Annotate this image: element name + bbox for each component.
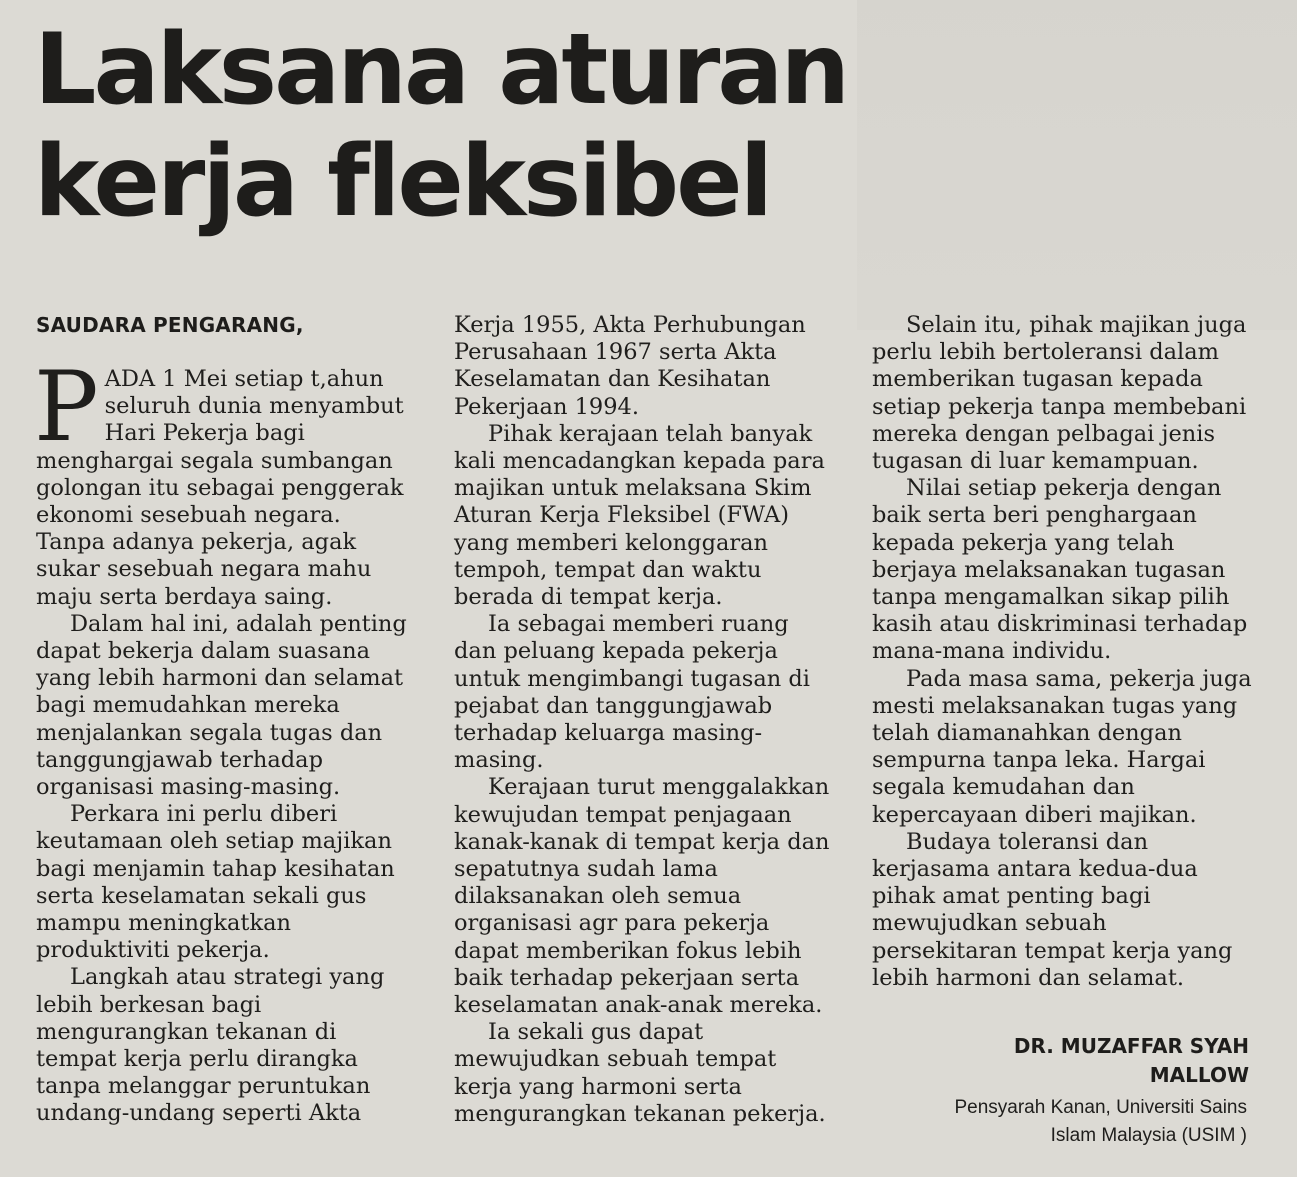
affiliation-line-2: Islam Malaysia (USIM ) <box>1050 1125 1247 1146</box>
paragraph: Kerja 1955, Akta Perhubungan Perusahaan 1967 serta Akta Keselamatan dan Kesihatan Pekerjaan 1994. <box>454 312 806 420</box>
paragraph: Kerajaan turut menggalakkan kewujudan tempat penjagaan kanak-kanak di tempat kerja dan sepatutnya sudah lama dilaksanakan oleh semua organisasi agr para pekerja dapat memberikan fokus lebih baik terhadap pekerjaan serta keselamatan anak-anak mereka. <box>454 774 830 1019</box>
paragraph: Selain itu, pihak majikan juga perlu lebih bertoleransi dalam memberikan tugasan kepada setiap pekerja tanpa membebani mereka dengan pelbagai jenis tugasan di luar kemampuan. <box>872 312 1247 475</box>
paragraph: Dalam hal ini, adalah penting dapat bekerja dalam suasana yang lebih harmoni dan selamat bagi memudahkan mereka menjalankan segala tugas dan tanggungjawab terhadap organisasi masing-masing. <box>36 610 407 801</box>
headline <box>34 14 914 238</box>
headline-line-2: kerja fleksibel <box>34 125 771 239</box>
article-column-3 <box>872 312 1252 992</box>
paragraph: Ia sebagai memberi ruang dan peluang kepada pekerja untuk mengimbangi tugasan di pejabat dan tanggungjawab terhadap keluarga masing-masing. <box>454 611 810 774</box>
paragraph: Pihak kerajaan telah banyak kali mencadangkan kepada para majikan untuk melaksana Skim Aturan Kerja Fleksibel (FWA) yang memberi kelonggaran tempoh, tempat dan waktu berada di tempat kerja. <box>454 420 825 611</box>
drop-cap: P <box>34 351 99 463</box>
author-affiliation <box>867 1094 1247 1150</box>
author-name-line-1: DR. MUZAFFAR SYAH <box>1013 1034 1249 1058</box>
paragraph: Ia sekali gus dapat mewujudkan sebuah tempat kerja yang harmoni serta mengurangkan tekanan pekerja. <box>454 1019 826 1127</box>
paragraph: Perkara ini perlu diberi keutamaan oleh setiap majikan bagi menjamin tahap kesihatan serta keselamatan sekali gus mampu meningkatkan produktiviti pekerja. <box>36 801 395 964</box>
paragraph: Langkah atau strategi yang lebih berkesan bagi mengurangkan tekanan di tempat kerja perlu dirangka tanpa melanggar peruntukan undang-undang seperti Akta <box>36 964 385 1127</box>
bleed-through-background <box>857 0 1297 330</box>
salutation: SAUDARA PENGARANG, <box>36 313 304 337</box>
paragraph: Nilai setiap pekerja dengan baik serta beri penghargaan kepada pekerja yang telah berjaya melaksanakan tugasan tanpa mengamalkan sikap pilih kasih atau diskriminasi terhadap mana-mana individu. <box>872 475 1248 665</box>
paragraph: ADA 1 Mei setiap t,ahun seluruh dunia menyambut Hari Pekerja bagi menghargai segala sumbangan golongan itu sebagai penggerak ekonomi sesebuah negara. Tanpa adanya pekerja, agak sukar sesebuah negara mahu maju serta berdaya saing. <box>36 366 404 610</box>
article-column-1 <box>34 351 414 1128</box>
author-name-line-2: MALLOW <box>1149 1063 1249 1087</box>
paragraph: Budaya toleransi dan kerjasama antara kedua-dua pihak amat penting bagi mewujudkan sebuah persekitaran tempat kerja yang lebih harmoni dan selamat. <box>872 828 1233 991</box>
author-name <box>1014 1032 1249 1090</box>
headline-line-1: Laksana aturan <box>34 13 848 127</box>
article-column-2 <box>454 312 838 1128</box>
paragraph: Pada masa sama, pekerja juga mesti melaksanakan tugas yang telah diamanahkan dengan sempurna tanpa leka. Hargai segala kemudahan dan kepercayaan diberi majikan. <box>872 665 1252 828</box>
affiliation-line-1: Pensyarah Kanan, Universiti Sains <box>954 1097 1247 1118</box>
